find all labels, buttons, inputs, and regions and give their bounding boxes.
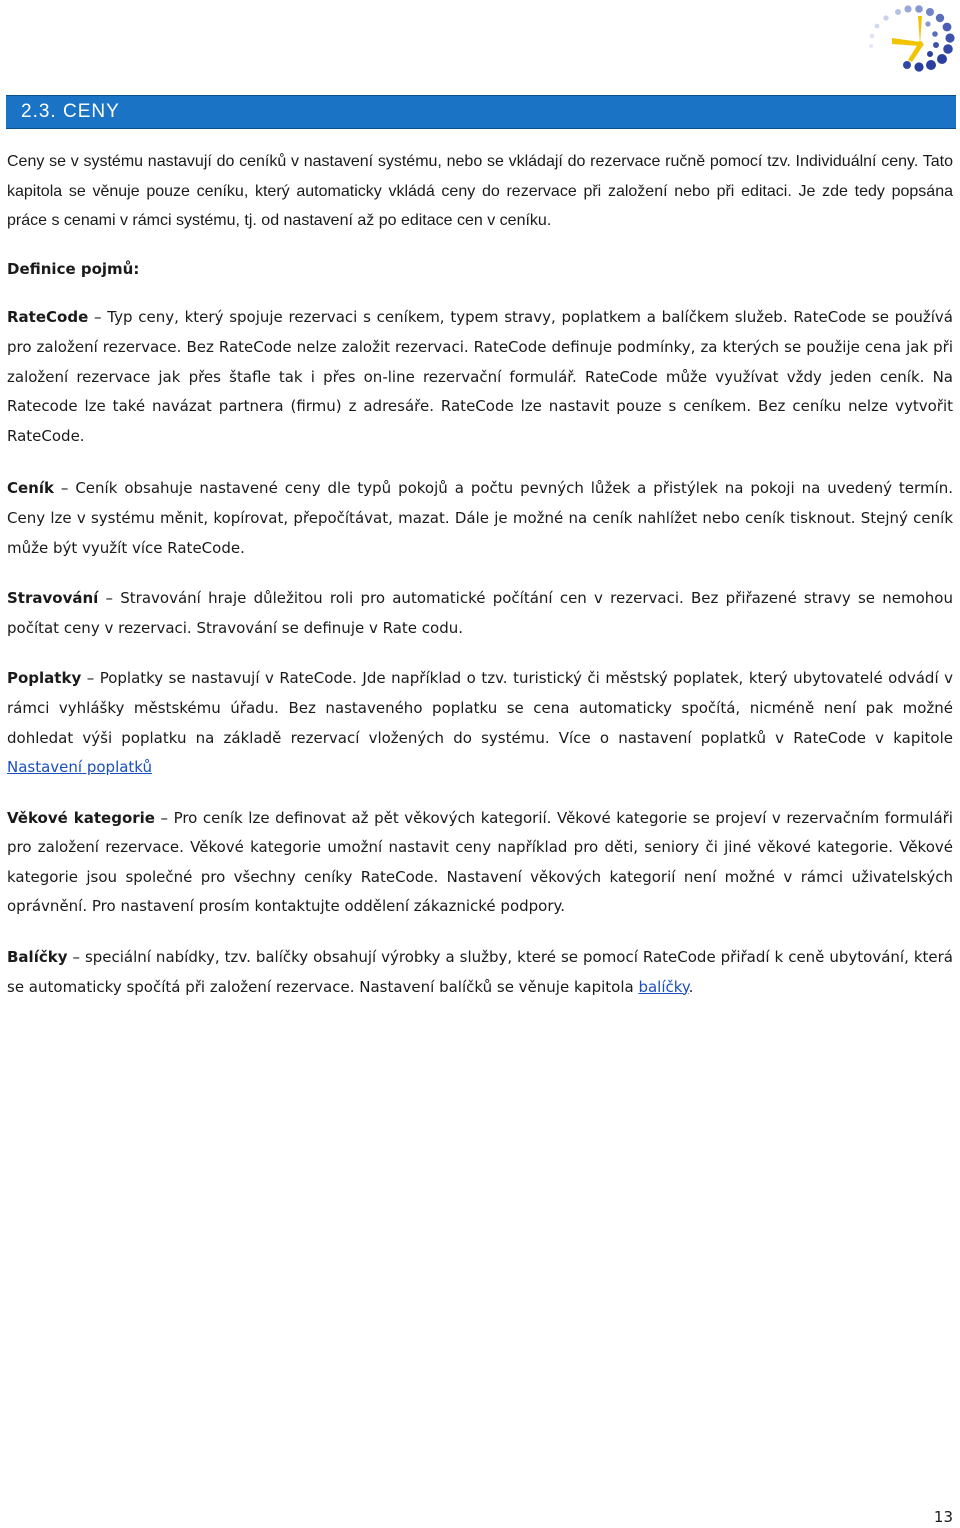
- definition-text: – Pro ceník lze definovat až pět věkových kategorií. Věkové kategorie se projeví v rezervačním formuláři pro založení rezervace. Věkové kategorie umožní nastavit ceny například pro děti, seniory či jiné věkové kategorie. Věkové kategorie jsou společné pro všechny ceníky RateCode. Nastavení věkových kategorií není možné v rámci uživatelských oprávnění. Pro nastavení prosím kontaktujte oddělení zákaznické podpory.: [7, 808, 953, 916]
- definition-text: – Typ ceny, který spojuje rezervaci s ceníkem, typem stravy, poplatkem a balíčkem služeb. RateCode se používá pro založení rezervace. Bez RateCode nelze založit rezervaci. RateCode definuje podmínky, za kterých se použije cena jak při založení rezervace jak přes štafle tak i přes on-line rezervační formulář. RateCode může využívat vždy jeden ceník. Na Ratecode lze také navázat partnera (firmu) z adresáře. RateCode lze nastavit pouze s ceníkem. Bez ceníku nelze vytvořit RateCode.: [7, 308, 953, 445]
- definition-text: – Poplatky se nastavují v RateCode. Jde například o tzv. turistický či městský poplatek, který ubytovatelé odvádí v rámci vyhlášky městskému úřadu. Bez nastaveného poplatku se cena automaticky spočítá, nicméně není pak možné dohledat výši poplatku na základě rezervací vložených do systému. Více o nastavení poplatků v RateCode v kapitole: [7, 669, 953, 747]
- definition-term: RateCode: [7, 308, 89, 327]
- definition-text: – Stravování hraje důležitou roli pro automatické počítání cen v rezervaci. Bez přiřazené stravy se nemohou počítat ceny v rezervaci. Stravování se definuje v Rate codu.: [7, 589, 953, 637]
- link-balicky[interactable]: balíčky: [638, 977, 689, 996]
- clock-logo-icon: [862, 4, 956, 72]
- definition-term: Poplatky: [7, 669, 82, 688]
- definition-cenik: [7, 474, 953, 563]
- definition-term: Věkové kategorie: [7, 808, 155, 827]
- definition-poplatky: [7, 664, 953, 782]
- definition-term: Stravování: [7, 589, 99, 608]
- page-number: 13: [933, 1508, 953, 1526]
- definition-stravovani: [7, 584, 953, 643]
- link-nastaveni-poplatku[interactable]: Nastavení poplatků: [7, 758, 153, 777]
- definition-term: Ceník: [7, 479, 54, 498]
- section-header-bar: [6, 95, 956, 129]
- definition-text-after: .: [688, 977, 694, 996]
- definitions-heading: Definice pojmů:: [7, 259, 140, 278]
- definition-vekove-kategorie: [7, 804, 953, 922]
- definition-term: Balíčky: [7, 948, 68, 967]
- document-body: [7, 147, 953, 1002]
- definition-balicky: [7, 943, 953, 1002]
- intro-paragraph: Ceny se v systému nastavují do ceníků v nastavení systému, nebo se vkládají do rezervace ručně pomocí tzv. Individuální ceny. Tato kapitola se věnuje pouze ceníku, který automaticky vkládá ceny do rezervace při založení nebo při editaci. Je zde tedy popsána práce s cenami v rámci systému, tj. od nastavení až po editace cen v ceníku.: [7, 153, 953, 230]
- section-title: 2.3. CENY: [21, 101, 120, 122]
- definition-ratecode: [7, 303, 953, 451]
- definition-text: – speciální nabídky, tzv. balíčky obsahují výrobky a služby, které se pomocí RateCode přiřadí k ceně ubytování, která se automaticky spočítá při založení rezervace. Nastavení balíčků se věnuje kapitola: [7, 948, 953, 996]
- definition-text: – Ceník obsahuje nastavené ceny dle typů pokojů a počtu pevných lůžek a přistýlek na pokoji na uvedený termín. Ceny lze v systému měnit, kopírovat, přepočítávat, mazat. Dále je možné na ceník nahlížet nebo ceník tisknout. Stejný ceník může být využít více RateCode.: [7, 479, 953, 557]
